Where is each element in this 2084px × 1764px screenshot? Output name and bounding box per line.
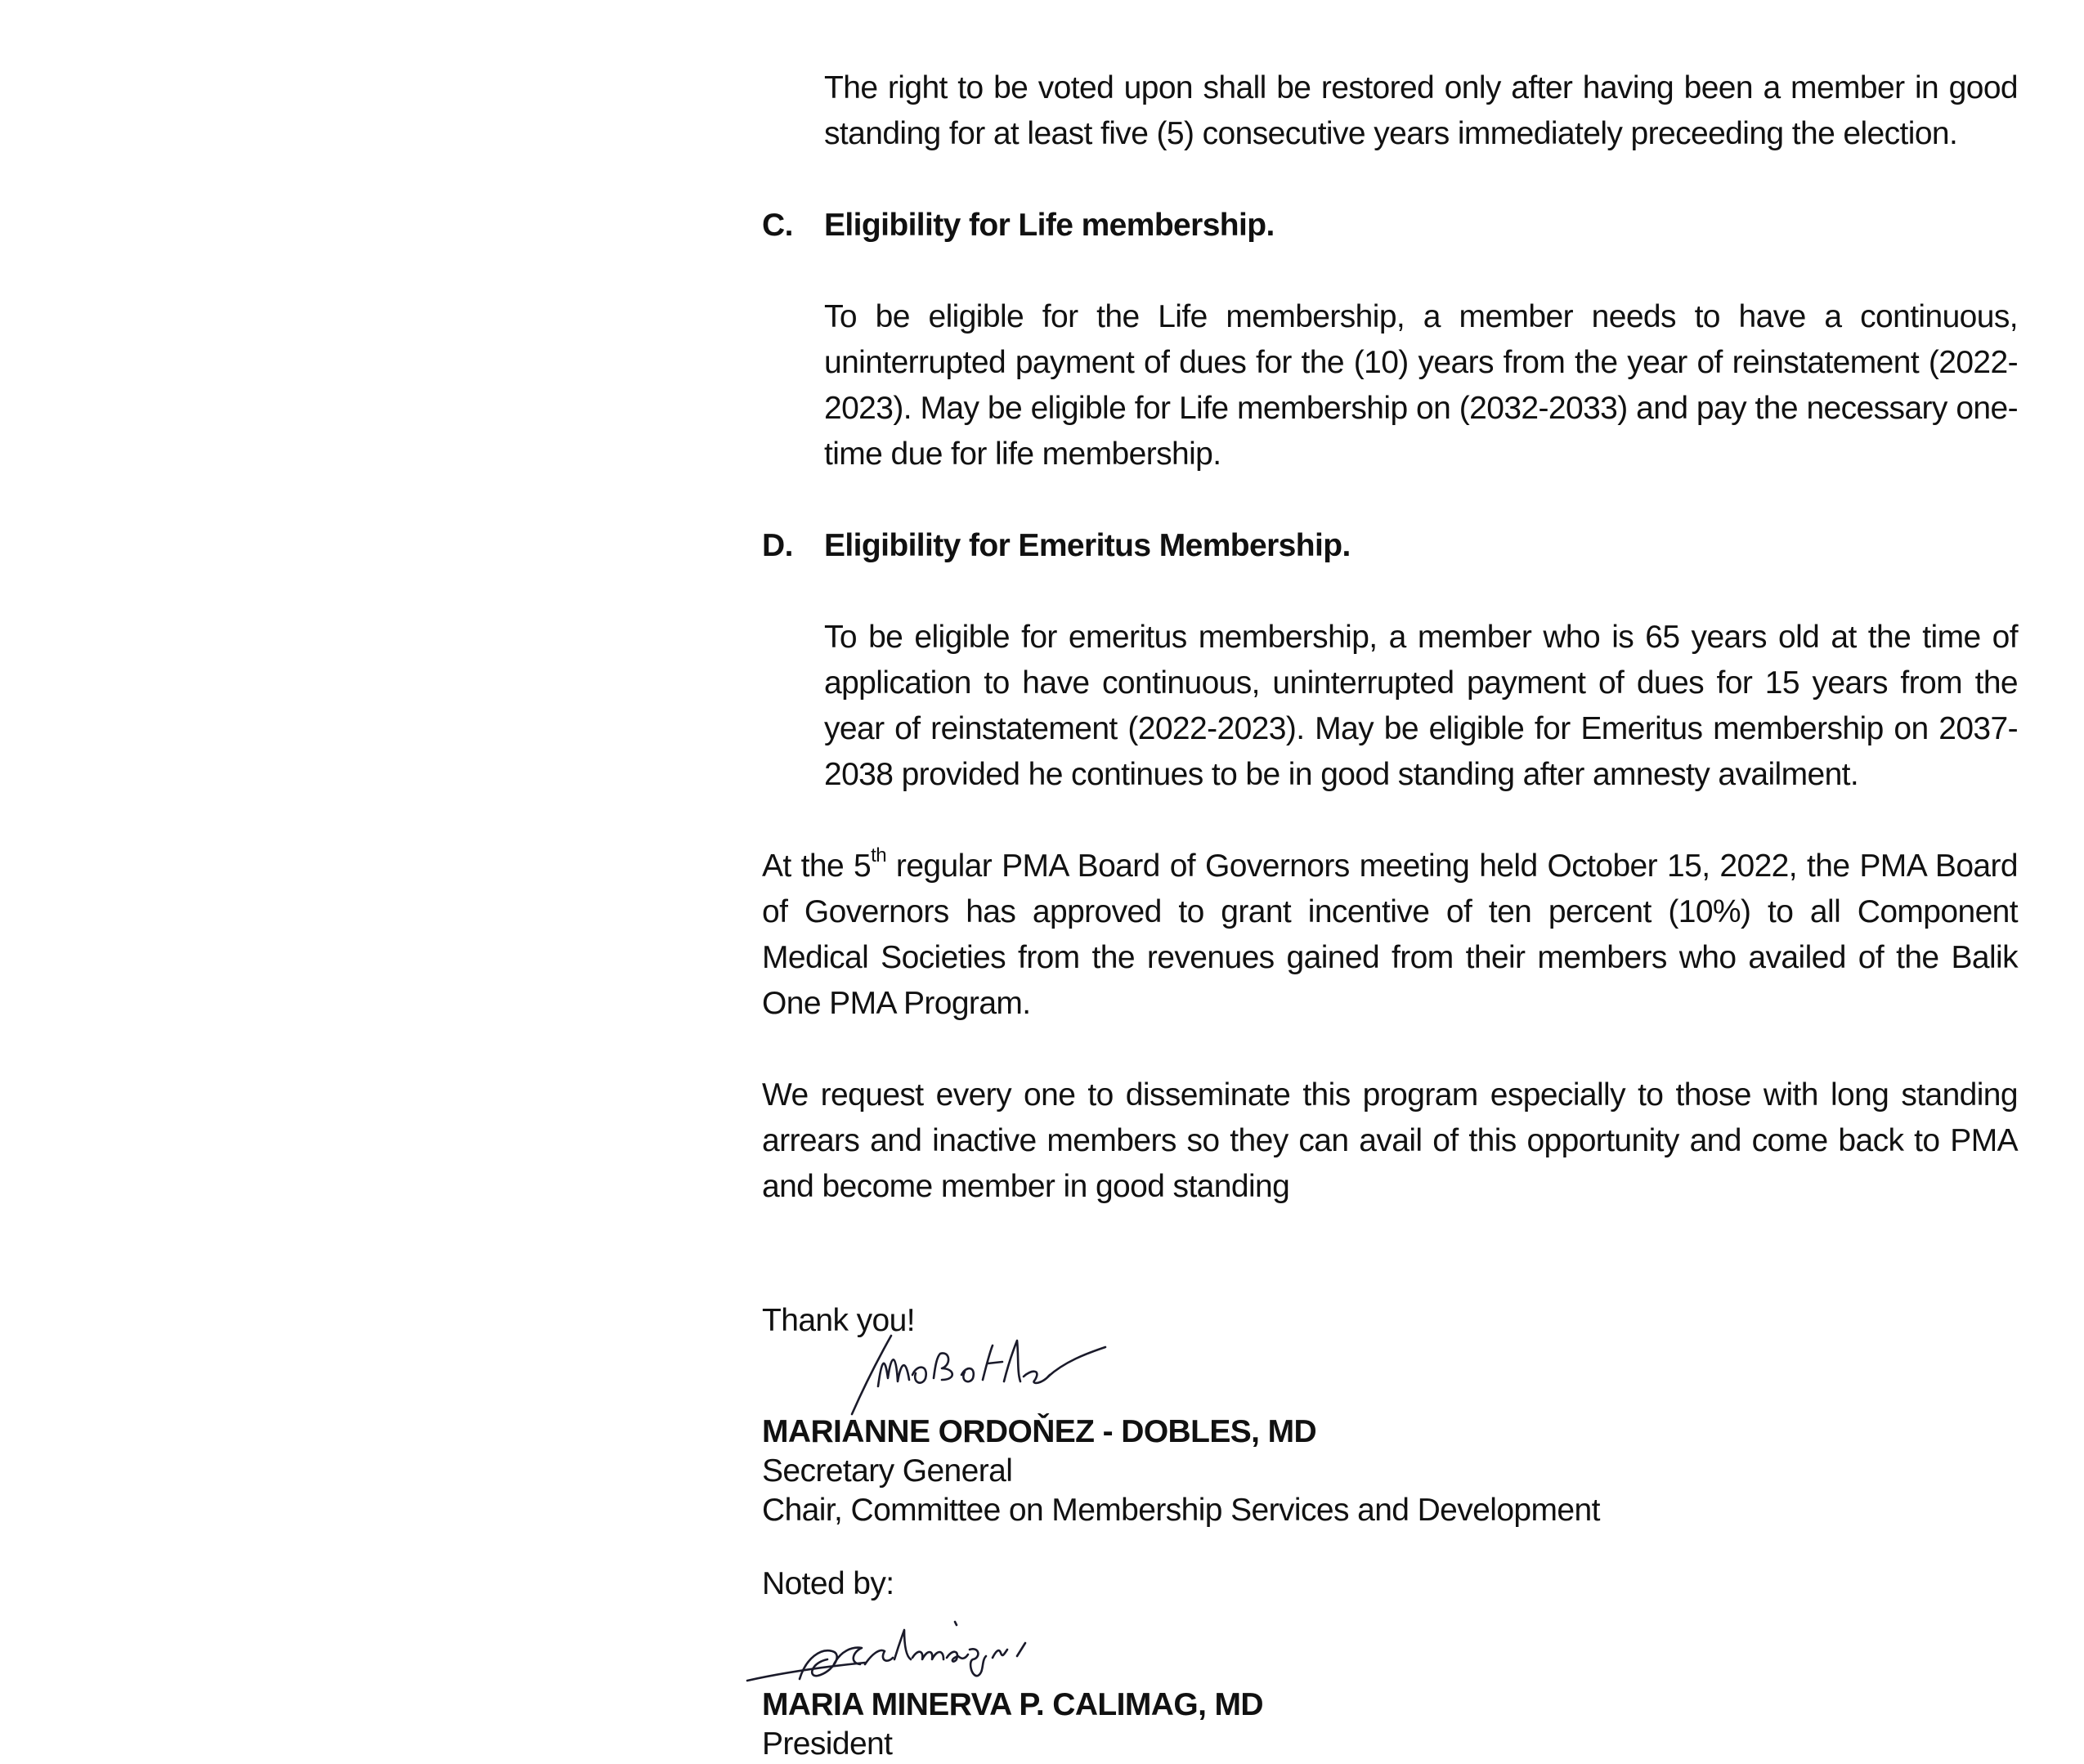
voting-restoration-paragraph: The right to be voted upon shall be restored only after having been a member in good standing for at least five (5) consecutive years immediately preceeding the election.: [824, 70, 2018, 151]
signature-1-area: [762, 1341, 2018, 1413]
noted-by-label: Noted by:: [762, 1566, 894, 1601]
closing-thank-you: Thank you!: [762, 1303, 915, 1338]
section-c-title: Eligibility for Life membership.: [824, 208, 1275, 243]
signature-2-area: [762, 1604, 2018, 1686]
section-d-heading: [762, 523, 2018, 569]
board-incentive-paragraph: [762, 844, 2018, 1027]
dissemination-request-paragraph: We request every one to disseminate this program especially to those with long standing arrears and inactive members so they can avail of this opportunity and come back to PMA and become member in good standing: [762, 1077, 2018, 1204]
board-paragraph-rest: regular PMA Board of Governors meeting held October 15, 2022, the PMA Board of Governors has approved to grant incentive of ten percent (10%) to all Component Medical Societies from the revenues gained from their members who availed of the Balik One PMA Program.: [762, 848, 2019, 1021]
president-name: MARIA MINERVA P. CALIMAG, MD: [762, 1687, 1263, 1722]
board-paragraph-start: At the 5: [762, 848, 872, 884]
section-d-letter: D.: [762, 528, 793, 563]
secretary-name: MARIANNE ORDOŇEZ - DOBLES, MD: [762, 1414, 1317, 1449]
president-signature-image: [742, 1597, 1167, 1687]
president-title: President: [762, 1726, 893, 1762]
section-c-letter: C.: [762, 208, 793, 243]
secretary-committee-title: Chair, Committee on Membership Services and Development: [762, 1493, 1600, 1528]
secretary-signature-image: [827, 1329, 1122, 1419]
secretary-title: Secretary General: [762, 1453, 1013, 1489]
ordinal-suffix: th: [871, 844, 886, 866]
section-d-title: Eligibility for Emeritus Membership.: [824, 528, 1351, 563]
life-membership-paragraph: To be eligible for the Life membership, a member needs to have a continuous, uninterrupted payment of dues for the (10) years from the year of reinstatement (2022-2023). May be eligible for Life membership on (2032-2033) and pay the necessary one-time due for life membership.: [824, 299, 2018, 472]
section-c-heading: [762, 203, 2018, 248]
document-body: [762, 65, 2018, 1764]
emeritus-membership-paragraph: To be eligible for emeritus membership, a member who is 65 years old at the time of application to have continuous, uninterrupted payment of dues for 15 years from the year of reinstatement (2022-2023). May be eligible for Emeritus membership on 2037-2038 provided he continues to be in good standing after amnesty availment.: [824, 620, 2018, 792]
